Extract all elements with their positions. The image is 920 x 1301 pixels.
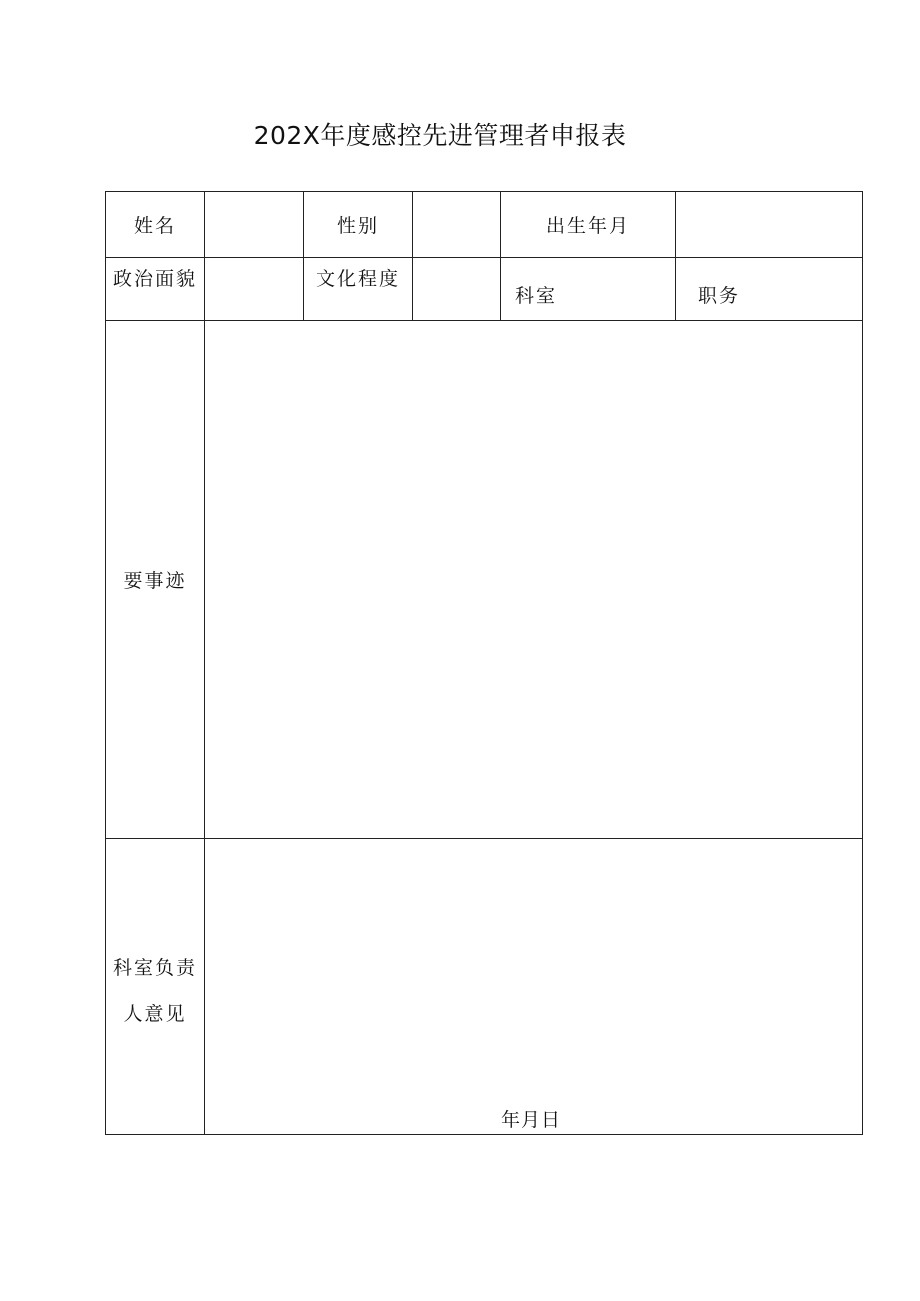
department-label: 科室: [501, 258, 676, 321]
opinion-label-line1: 科室负责: [112, 956, 197, 979]
position-label: 职务: [676, 258, 863, 321]
birth-field[interactable]: [676, 192, 863, 258]
opinion-field[interactable]: [205, 839, 863, 1135]
opinion-label-line2: 人意见: [123, 1002, 187, 1025]
political-field[interactable]: [205, 258, 304, 321]
deeds-field[interactable]: [205, 321, 863, 839]
name-label: 姓名: [106, 192, 205, 258]
gender-label: 性别: [304, 192, 413, 258]
page-title: 202X年度感控先进管理者申报表: [253, 121, 627, 150]
form-row-background: [106, 258, 863, 321]
birth-label: 出生年月: [501, 192, 676, 258]
application-form-table: [105, 191, 863, 1135]
date-label: 年月日: [501, 1109, 562, 1131]
form-row-basic: [106, 192, 863, 258]
name-field[interactable]: [205, 192, 304, 258]
gender-field[interactable]: [413, 192, 501, 258]
form-row-deeds: [106, 321, 863, 839]
political-label: 政治面貌: [106, 258, 205, 321]
education-field[interactable]: [413, 258, 501, 321]
deeds-label: 要事迹: [106, 321, 205, 839]
education-label: 文化程度: [304, 258, 413, 321]
form-row-opinion: [106, 839, 863, 1135]
opinion-label: [106, 839, 205, 1135]
